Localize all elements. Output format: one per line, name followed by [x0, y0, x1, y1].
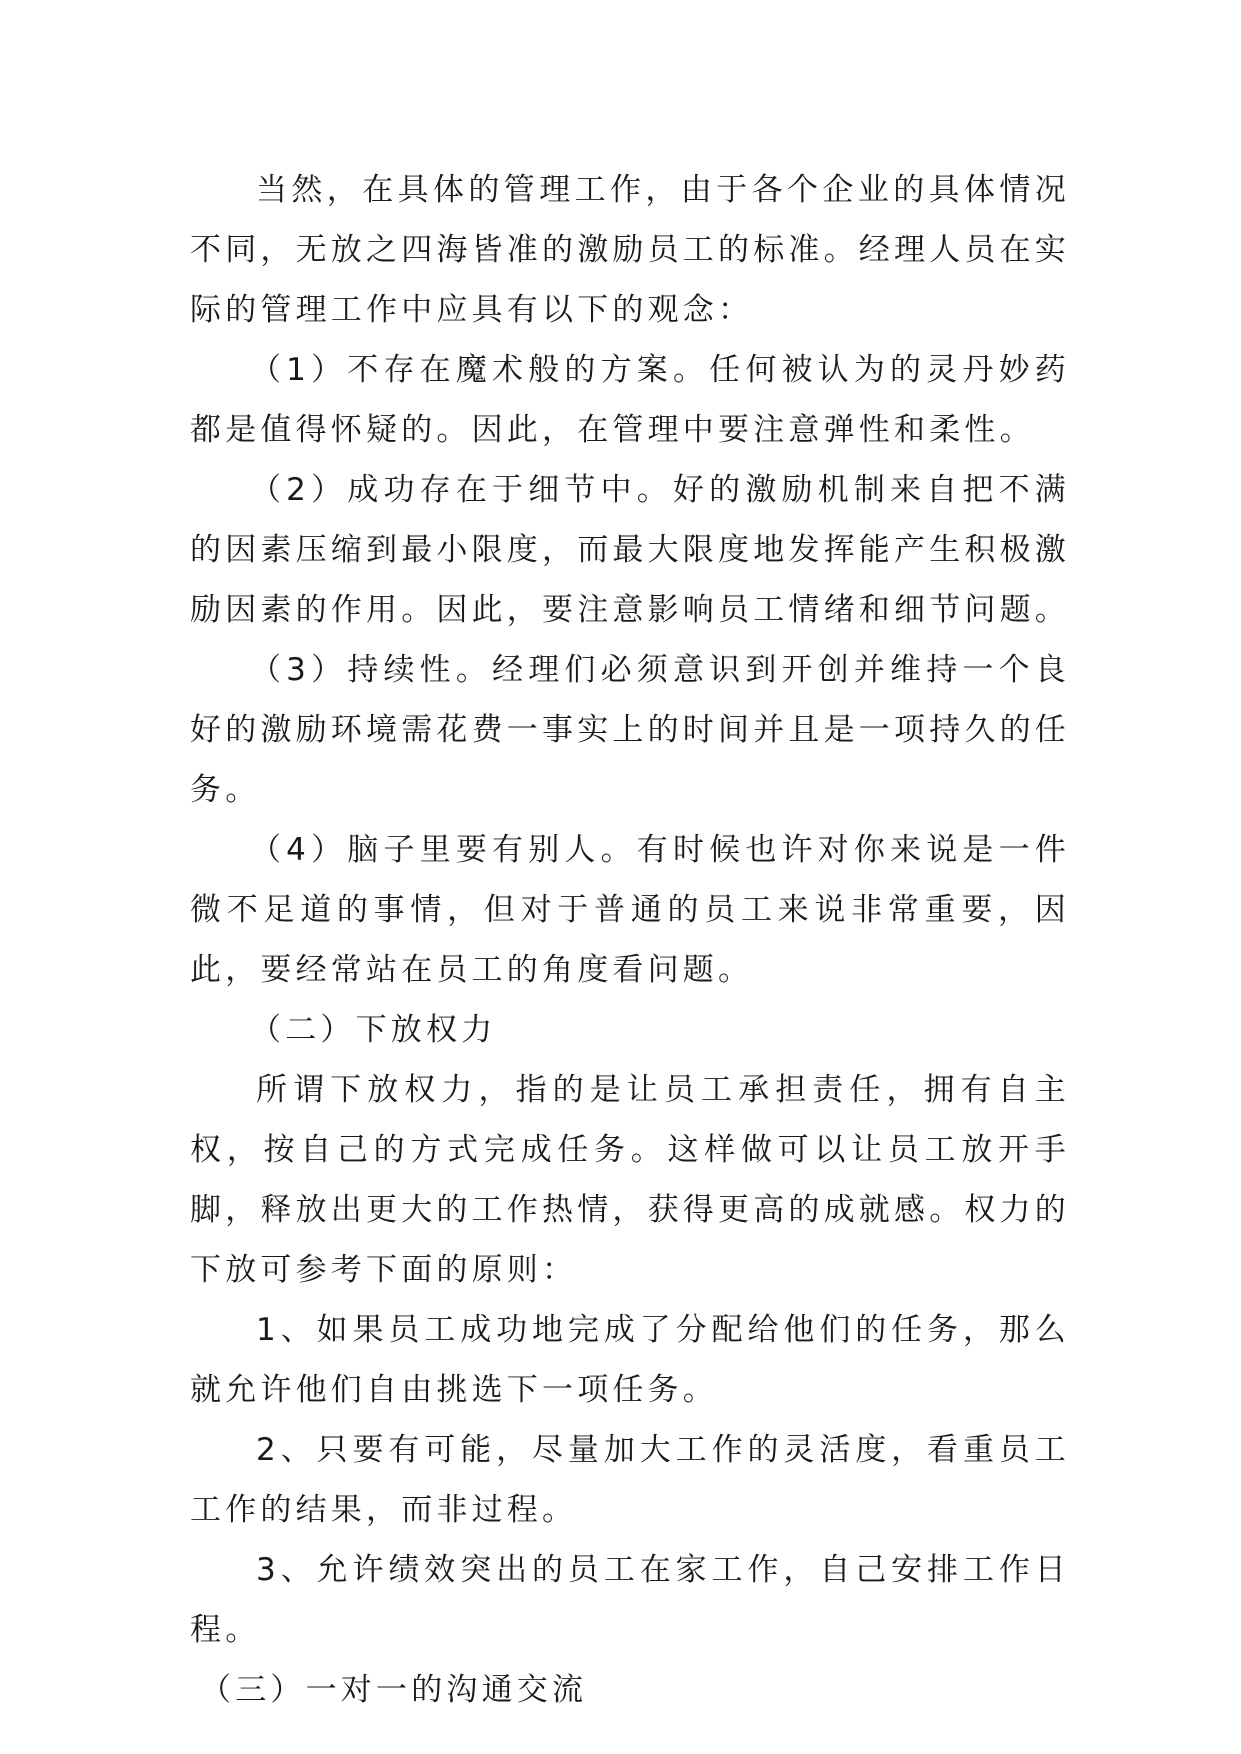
paragraph-principle-2: 2、只要有可能，尽量加大工作的灵活度，看重员工工作的结果，而非过程。	[190, 1432, 1070, 1528]
section-heading-communication: （三）一对一的沟通交流	[200, 1672, 588, 1708]
document-body	[190, 160, 1070, 1720]
paragraph-point-1: （1）不存在魔术般的方案。任何被认为的灵丹妙药都是值得怀疑的。因此，在管理中要注意弹性和柔性。	[190, 352, 1070, 448]
paragraph-point-2: （2）成功存在于细节中。好的激励机制来自把不满的因素压缩到最小限度，而最大限度地发挥能产生积极激励因素的作用。因此，要注意影响员工情绪和细节问题。	[190, 472, 1070, 628]
paragraph-principle-1: 1、如果员工成功地完成了分配给他们的任务，那么就允许他们自由挑选下一项任务。	[190, 1312, 1070, 1408]
paragraph-point-3: （3）持续性。经理们必须意识到开创并维持一个良好的激励环境需花费一事实上的时间并且是一项持久的任务。	[190, 652, 1070, 808]
section-heading-delegation: （二）下放权力	[250, 1012, 497, 1048]
paragraph-intro: 当然，在具体的管理工作，由于各个企业的具体情况不同，无放之四海皆准的激励员工的标准。经理人员在实际的管理工作中应具有以下的观念：	[190, 172, 1070, 328]
paragraph-principle-3: 3、允许绩效突出的员工在家工作，自己安排工作日程。	[190, 1552, 1070, 1648]
paragraph-delegation: 所谓下放权力，指的是让员工承担责任，拥有自主权，按自己的方式完成任务。这样做可以让员工放开手脚，释放出更大的工作热情，获得更高的成就感。权力的下放可参考下面的原则：	[190, 1072, 1070, 1288]
paragraph-point-4: （4）脑子里要有别人。有时候也许对你来说是一件微不足道的事情，但对于普通的员工来说非常重要，因此，要经常站在员工的角度看问题。	[190, 832, 1070, 988]
